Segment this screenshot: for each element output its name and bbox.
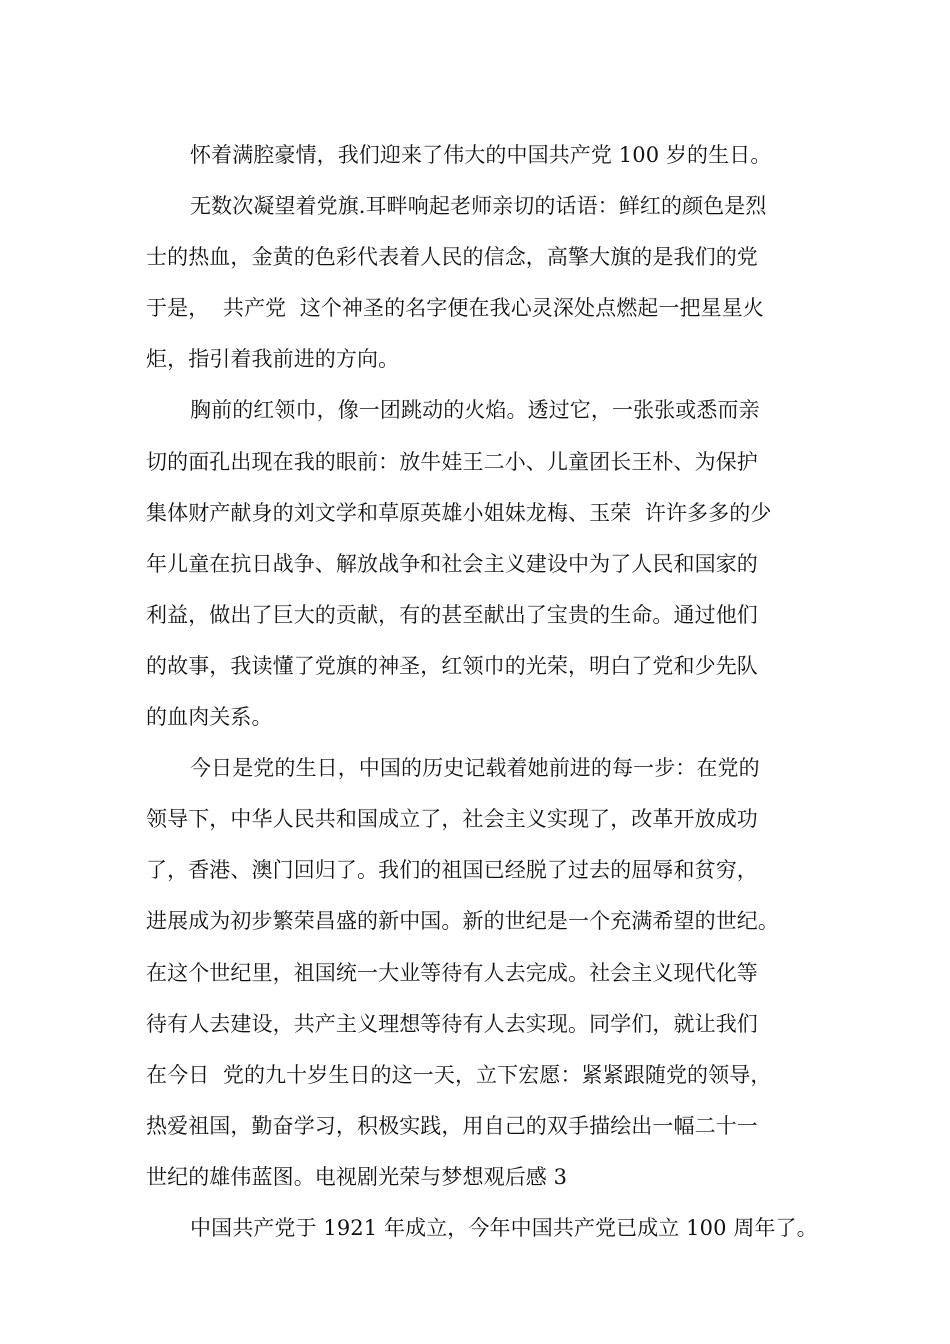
paragraph-1-line-1: 怀着满腔豪情，我们迎来了伟大的中国共产党 100 岁的生日。 bbox=[190, 143, 772, 167]
paragraph-3-line-4: 年儿童在抗日战争、解放战争和社会主义建设中为了人民和国家的 bbox=[146, 551, 758, 576]
paragraph-4-line-7: 在今日 党的九十岁生日的这一天，立下宏愿：紧紧跟随党的领导， bbox=[146, 1062, 772, 1087]
paragraph-4-line-9: 世纪的雄伟蓝图。电视剧光荣与梦想观后感 3 bbox=[146, 1164, 568, 1189]
paragraph-3-line-6: 的故事，我读懂了党旗的神圣，红领巾的光荣，明白了党和少先队 bbox=[146, 653, 758, 678]
paragraph-3-line-5: 利益，做出了巨大的贡献，有的甚至献出了宝贵的生命。通过他们 bbox=[146, 602, 758, 627]
paragraph-4-line-1: 今日是党的生日，中国的历史记载着她前进的每一步：在党的 bbox=[190, 756, 760, 781]
paragraph-2-line-1: 无数次凝望着党旗.耳畔响起老师亲切的话语：鲜红的颜色是烈 bbox=[190, 194, 767, 219]
paragraph-3-line-2: 切的面孔出现在我的眼前：放牛娃王二小、儿童团长王朴、为保护 bbox=[146, 449, 758, 474]
document-body bbox=[146, 130, 826, 1254]
paragraph-3-line-3: 集体财产献身的刘文学和草原英雄小姐妹龙梅、玉荣 许许多多的少 bbox=[146, 500, 772, 525]
paragraph-4-line-8: 热爱祖国，勤奋学习，积极实践，用自己的双手描绘出一幅二十一 bbox=[146, 1113, 758, 1138]
paragraph-2-line-4: 炬，指引着我前进的方向。 bbox=[146, 347, 400, 372]
paragraph-2-line-2: 士的热血，金黄的色彩代表着人民的信念，高擎大旗的是我们的党 bbox=[146, 245, 758, 270]
paragraph-4-line-5: 在这个世纪里，祖国统一大业等待有人去完成。社会主义现代化等 bbox=[146, 960, 758, 985]
paragraph-4-line-6: 待有人去建设，共产主义理想等待有人去实现。同学们，就让我们 bbox=[146, 1011, 758, 1036]
paragraph-5-line-1: 中国共产党于 1921 年成立，今年中国共产党已成立 100 周年了。 bbox=[190, 1215, 818, 1240]
paragraph-3-line-1: 胸前的红领巾，像一团跳动的火焰。透过它，一张张或悉而亲 bbox=[190, 398, 760, 423]
paragraph-2-line-3: 于是， 共产党 这个神圣的名字便在我心灵深处点燃起一把星星火 bbox=[146, 296, 764, 321]
paragraph-4-line-2: 领导下，中华人民共和国成立了，社会主义实现了，改革开放成功 bbox=[146, 807, 758, 832]
paragraph-4-line-3: 了，香港、澳门回归了。我们的祖国已经脱了过去的屈辱和贫穷， bbox=[146, 858, 758, 883]
paragraph-4-line-4: 进展成为初步繁荣昌盛的新中国。新的世纪是一个充满希望的世纪。 bbox=[146, 909, 779, 934]
paragraph-3-line-7: 的血肉关系。 bbox=[146, 705, 273, 730]
